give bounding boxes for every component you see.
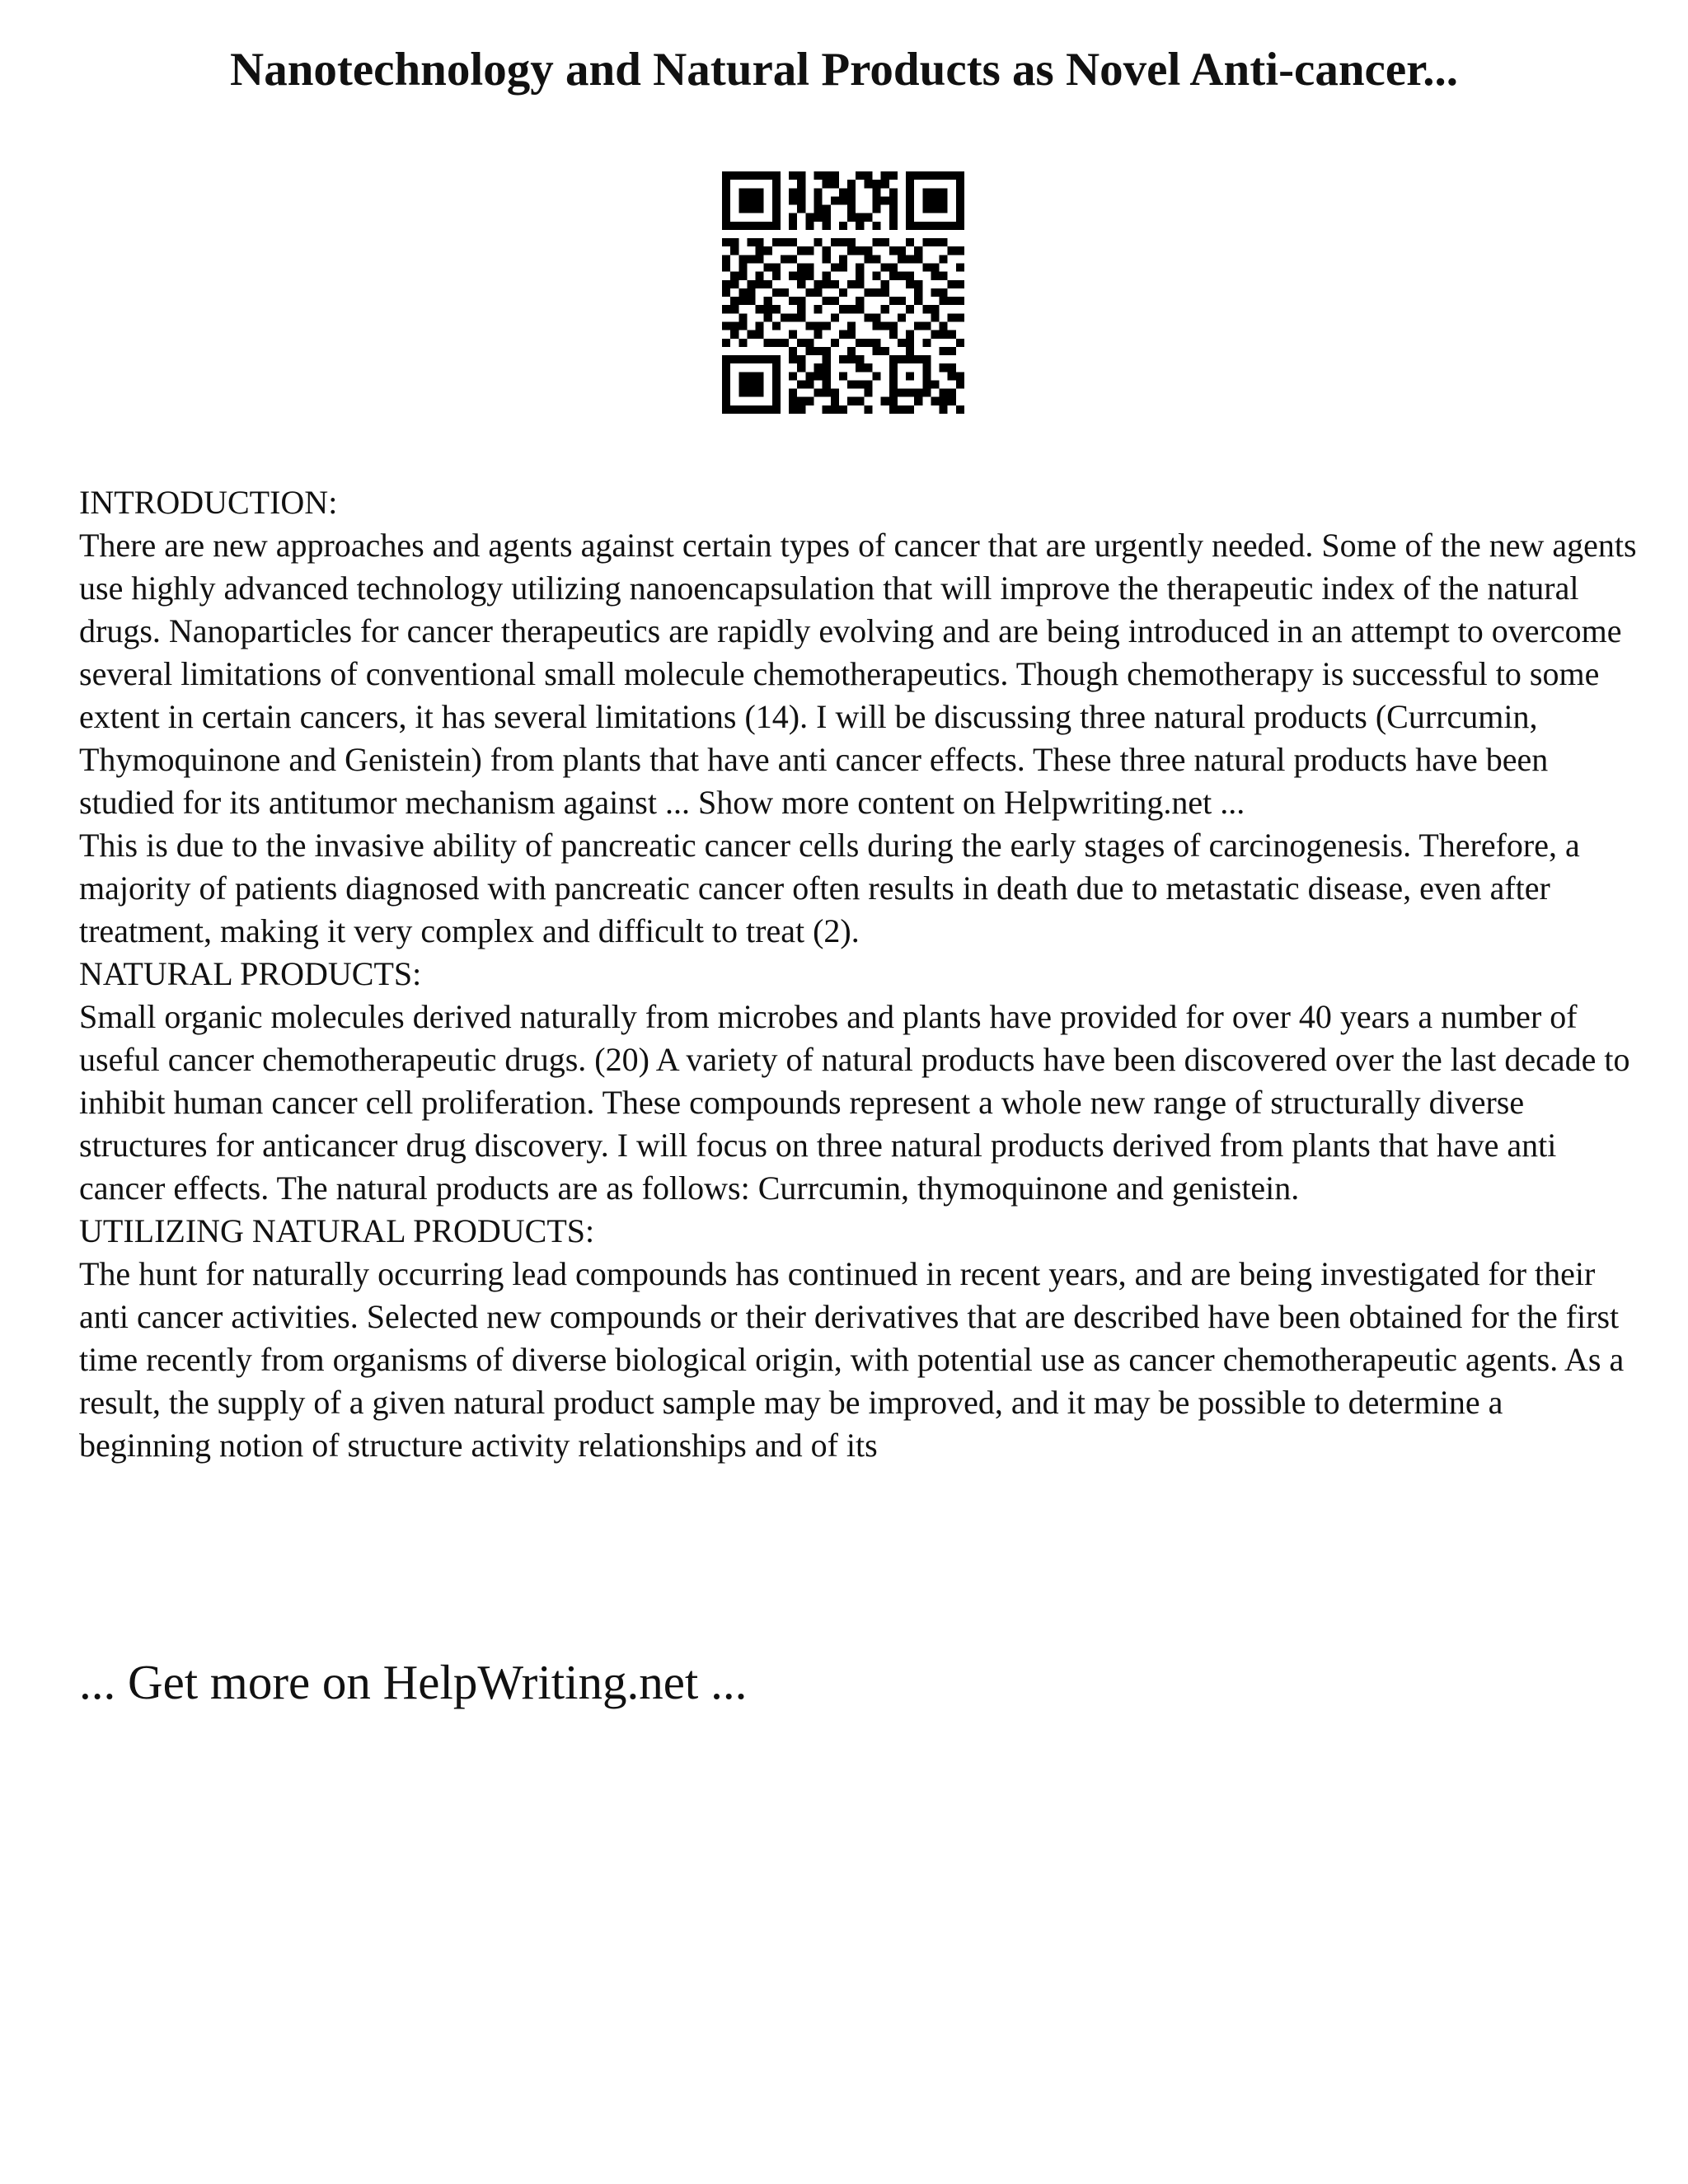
paragraph-natural-products-1: Small organic molecules derived naturally from microbes and plants have provided for over 40 years a number of useful cancer chemotherapeutic drugs. (20) A variety of natural products have been discovered over the last decade to inhibit human cancer cell proliferation. These compounds represent a whole new range of structurally diverse structures for anticancer drug discovery. I will focus on three natural products derived from plants that have anti cancer effects. The natural products are as follows: Currcumin, thymoquinone and genistein. — [79, 998, 1630, 1207]
paragraph-utilizing-natural-products-1: The hunt for naturally occurring lead compounds has continued in recent years, and are being investigated for their anti cancer activities. Selected new compounds or their derivatives that are described have been obtained for the first time recently from organisms of diverse biological origin, with potential use as cancer chemotherapeutic agents. As a result, the supply of a given natural product sample may be improved, and it may be possible to determine a beginning notion of structure activity relationships and of its — [79, 1255, 1625, 1464]
qr-code-icon — [722, 171, 964, 414]
document-title: Nanotechnology and Natural Products as Novel Anti-cancer... — [230, 44, 1458, 96]
get-more-link[interactable]: ... Get more on HelpWriting.net ... — [79, 1655, 748, 1709]
paragraph-introduction-2: This is due to the invasive ability of pancreatic cancer cells during the early stages of carcinogenesis. Therefore, a majority of patients diagnosed with pancreatic cancer often results in death due to metastatic disease, even after treatment, making it very complex and difficult to treat (2). — [79, 827, 1580, 949]
section-heading-utilizing-natural-products: UTILIZING NATURAL PRODUCTS: — [79, 1212, 595, 1249]
section-heading-natural-products: NATURAL PRODUCTS: — [79, 955, 422, 992]
paragraph-introduction-1: There are new approaches and agents against certain types of cancer that are urgently needed. Some of the new agents use highly advanced technology utilizing nanoencapsulation that will improve the therapeutic index of the natural drugs. Nanoparticles for cancer therapeutics are rapidly evolving and are being introduced in an attempt to overcome several limitations of conventional small molecule chemotherapeutics. Though chemotherapy is successful to some extent in certain cancers, it has several limitations (14). I will be discussing three natural products (Currcumin, Thymoquinone and Genistein) from plants that have anti cancer effects. These three natural products have been studied for its antitumor mechanism against ... Show more content on Helpwriting.net ... — [79, 527, 1637, 821]
article-body — [79, 481, 1637, 1467]
section-heading-introduction: INTRODUCTION: — [79, 484, 338, 521]
